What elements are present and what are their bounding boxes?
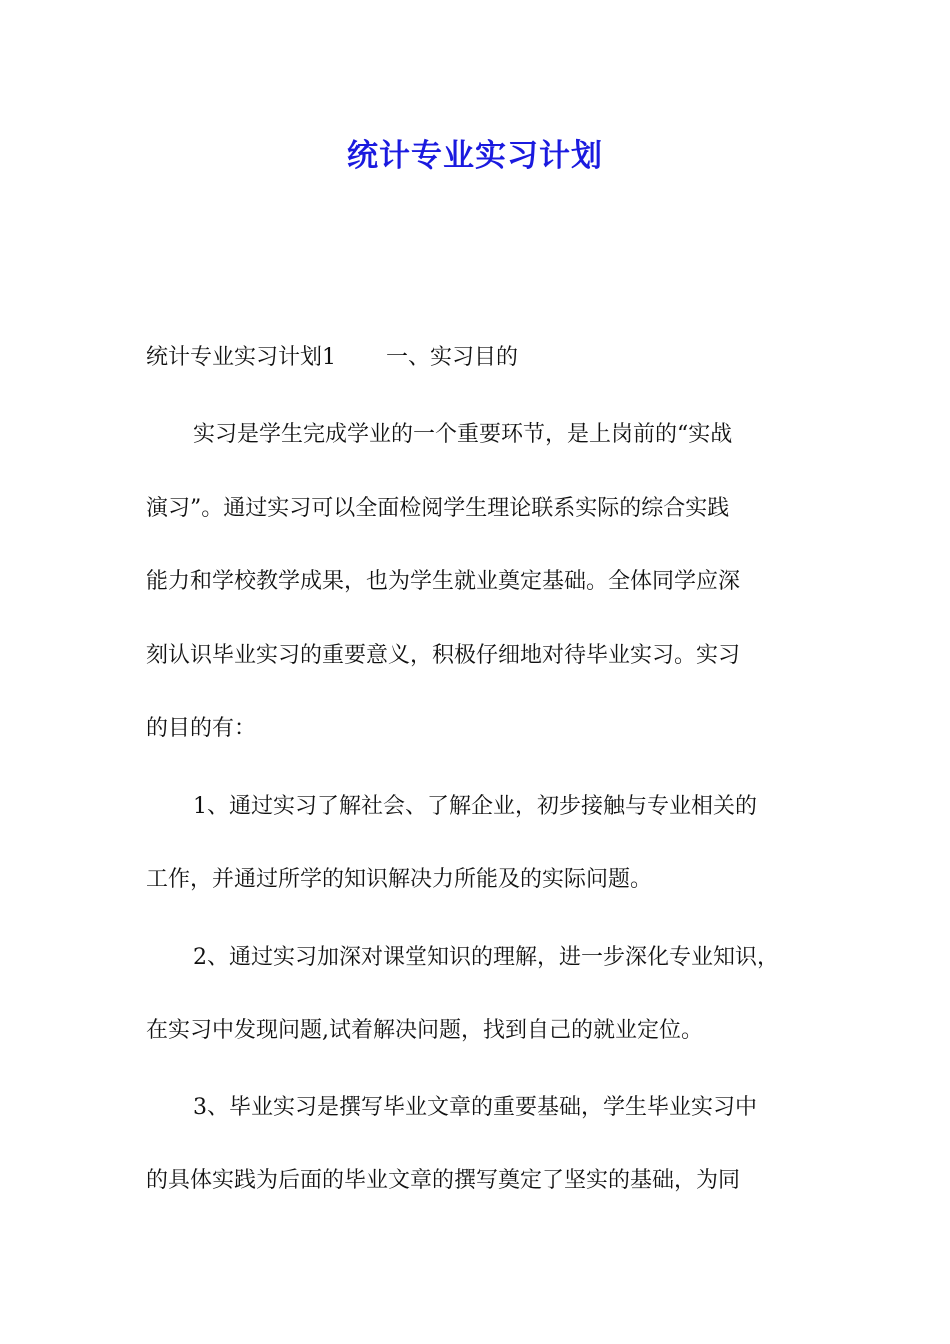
section-heading: 统计专业实习计划1 <box>146 345 336 370</box>
section-heading-line <box>146 343 826 373</box>
document-title: 统计专业实习计划 <box>347 138 603 174</box>
paragraph-line: 演习”。通过实习可以全面检阅学生理论联系实际的综合实践 <box>146 496 730 521</box>
list-item-line: 在实习中发现问题,试着解决问题，找到自己的就业定位。 <box>146 1018 703 1043</box>
paragraph-line: 实习是学生完成学业的一个重要环节，是上岗前的“实战 <box>193 422 733 447</box>
paragraph-line: 的目的有： <box>146 716 257 741</box>
list-item-line: 的具体实践为后面的毕业文章的撰写奠定了坚实的基础，为同 <box>146 1168 741 1193</box>
list-item-line: 3、毕业实习是撰写毕业文章的重要基础，学生毕业实习中 <box>193 1095 757 1120</box>
section-subheading: 一、实习目的 <box>386 345 519 370</box>
list-item-line: 1、通过实习了解社会、了解企业，初步接触与专业相关的 <box>193 794 757 819</box>
list-item-line: 2、通过实习加深对课堂知识的理解，进一步深化专业知识， <box>193 945 779 970</box>
paragraph-line: 刻认识毕业实习的重要意义，积极仔细地对待毕业实习。实习 <box>146 643 741 668</box>
paragraph-line: 能力和学校教学成果，也为学生就业奠定基础。全体同学应深 <box>146 569 741 594</box>
list-item-line: 工作，并通过所学的知识解决力所能及的实际问题。 <box>146 867 653 892</box>
